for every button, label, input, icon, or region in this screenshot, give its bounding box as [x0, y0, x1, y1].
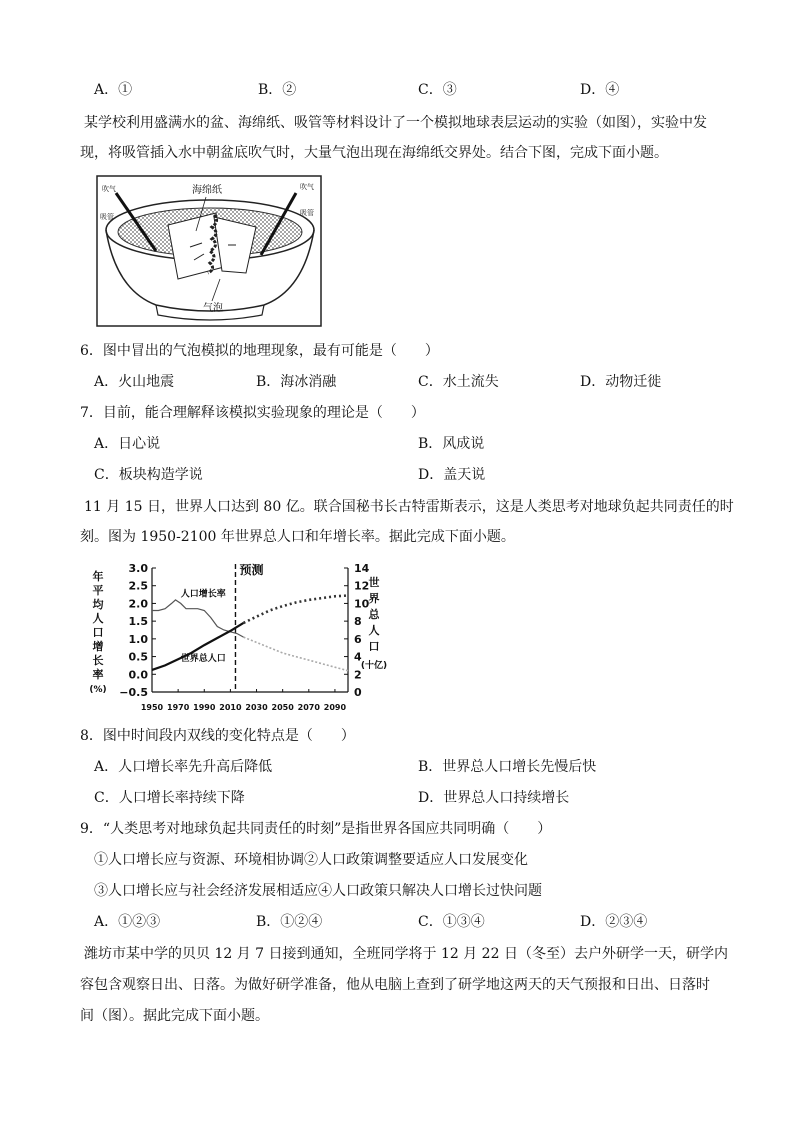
q7-option-b: B．风成说: [418, 436, 485, 452]
left-tick-label: 2.0: [128, 597, 148, 611]
right-tick-label: 6: [354, 632, 362, 646]
left-axis-label-char: 率: [92, 668, 104, 681]
q9-stem: 9．“人类思考对地球负起共同责任的时刻”是指世界各国应共同明确（ ）: [80, 821, 552, 837]
passage1-line2: 现，将吸管插入水中朝盆底吹气时，大量气泡出现在海绵纸交界处。结合下图，完成下面小题。: [80, 145, 668, 161]
right-tick-label: 10: [354, 597, 370, 611]
q8-option-d: D．世界总人口持续增长: [418, 790, 570, 806]
q9-option-d: D．②③④: [580, 914, 648, 930]
left-tick-label: 1.0: [128, 632, 148, 646]
left-axis-label-char: 均: [92, 598, 104, 611]
q7-option-c: C．板块构造学说: [94, 467, 203, 483]
q5-option-b: B．②: [258, 82, 297, 98]
q8-option-a: A．人口增长率先升高后降低: [94, 759, 273, 775]
q7-option-d: D．盖天说: [418, 467, 486, 483]
q7-stem: 7．目前，能合理解释该模拟实验现象的理论是（ ）: [80, 405, 425, 421]
q9-option-b: B．①②④: [256, 914, 323, 930]
q6-option-b: B．海冰消融: [256, 374, 337, 390]
label-total-population: 世界总人口: [180, 654, 226, 664]
left-axis-label-char: 增: [92, 640, 104, 653]
left-tick-label: 0.0: [128, 668, 148, 682]
q6-option-a: A．火山地震: [94, 374, 175, 390]
q7-option-a: A．日心说: [94, 436, 161, 452]
x-tick-label: 2030: [245, 703, 268, 712]
q6-option-d: D．动物迁徙: [580, 374, 662, 390]
left-axis-label-unit: (%): [89, 685, 107, 695]
label-growth-rate: 人口增长率: [180, 589, 226, 600]
right-axis-label-unit: (十亿): [360, 661, 388, 671]
label-blow-right: 吹气: [300, 183, 314, 191]
x-tick-label: 2090: [323, 703, 347, 712]
q8-option-c: C．人口增长率持续下降: [94, 790, 245, 806]
q5-option-d: D．④: [580, 82, 620, 98]
right-tick-label: 12: [354, 579, 370, 593]
right-axis-label-char: 界: [368, 592, 380, 605]
x-tick-label: 1950: [140, 703, 164, 712]
series-line: [244, 596, 349, 623]
right-axis-label-char: 口: [368, 640, 380, 653]
q9-items-line2: ③人口增长应与社会经济发展相适应④人口政策只解决人口增长过快问题: [94, 883, 542, 899]
passage2-line2: 刻。图为 1950-2100 年世界总人口和年增长率。据此完成下面小题。: [80, 529, 515, 545]
forecast-label: 预测: [239, 563, 264, 577]
q9-option-a: A．①②③: [94, 914, 161, 930]
label-straw-right: 吸管: [300, 209, 314, 217]
q9-option-c: C．①③④: [418, 914, 485, 930]
label-bubble: 气泡: [203, 303, 223, 314]
left-axis-label-char: 平: [92, 584, 104, 597]
passage3-line1: 潍坊市某中学的贝贝 12 月 7 日接到通知，全班同学将于 12 月 22 日（冬至）去户外研学一天，研学内: [84, 946, 728, 962]
passage3-line3: 间（图）。据此完成下面小题。: [80, 1008, 269, 1024]
left-axis-label-char: 口: [92, 626, 104, 639]
x-tick-label: 2050: [271, 703, 294, 712]
right-axis-label-char: 世: [368, 576, 380, 589]
left-axis-label-char: 年: [92, 570, 104, 583]
right-tick-label: 8: [354, 615, 362, 629]
left-tick-label: −0.5: [119, 686, 148, 699]
q5-option-a: A．①: [94, 82, 133, 98]
q6-stem: 6．图中冒出的气泡模拟的地理现象，最有可能是（ ）: [80, 343, 439, 359]
x-tick-label: 2070: [297, 703, 320, 712]
x-tick-label: 2010: [219, 703, 242, 712]
q8-stem: 8．图中时间段内双线的变化特点是（ ）: [80, 728, 355, 744]
right-tick-label: 2: [354, 668, 362, 682]
right-tick-label: 14: [354, 562, 370, 575]
label-sponge: 海绵纸: [192, 185, 222, 196]
series-line: [244, 637, 349, 671]
left-tick-label: 0.5: [128, 650, 148, 664]
left-axis-label-char: 长: [92, 654, 104, 667]
left-tick-label: 3.0: [128, 562, 148, 575]
label-straw-left: 吸管: [100, 213, 114, 221]
q5-option-c: C．③: [418, 82, 457, 98]
passage3-line2: 容包含观察日出、日落。为做好研学准备，他从电脑上查到了研学地这两天的天气预报和日出、日落时: [80, 977, 710, 993]
passage2-line1: 11 月 15 日，世界人口达到 80 亿。联合国秘书长古特雷斯表示，这是人类思考对地球负起共同责任的时: [84, 499, 734, 515]
left-axis-label-char: 人: [92, 612, 104, 625]
x-tick-label: 1970: [167, 703, 190, 712]
left-tick-label: 2.5: [128, 579, 148, 593]
experiment-illustration: [96, 175, 322, 327]
right-tick-label: 0: [354, 686, 362, 699]
population-chart-svg: [88, 560, 400, 718]
passage1-line1: 某学校利用盛满水的盆、海绵纸、吸管等材料设计了一个模拟地球表层运动的实验（如图），实验中发: [84, 115, 707, 131]
x-tick-label: 1990: [193, 703, 216, 712]
q8-option-b: B．世界总人口增长先慢后快: [418, 759, 597, 775]
right-axis-label-char: 人: [368, 624, 380, 637]
label-blow-left: 吹气: [102, 185, 116, 193]
experiment-figure: [96, 175, 322, 327]
right-axis-label-char: 总: [368, 608, 380, 621]
q6-option-c: C．水土流失: [418, 374, 499, 390]
right-tick-label: 4: [354, 650, 362, 664]
left-tick-label: 1.5: [128, 615, 148, 629]
q9-items-line1: ①人口增长应与资源、环境相协调②人口政策调整要适应人口发展变化: [94, 852, 528, 868]
population-chart: [88, 560, 400, 718]
